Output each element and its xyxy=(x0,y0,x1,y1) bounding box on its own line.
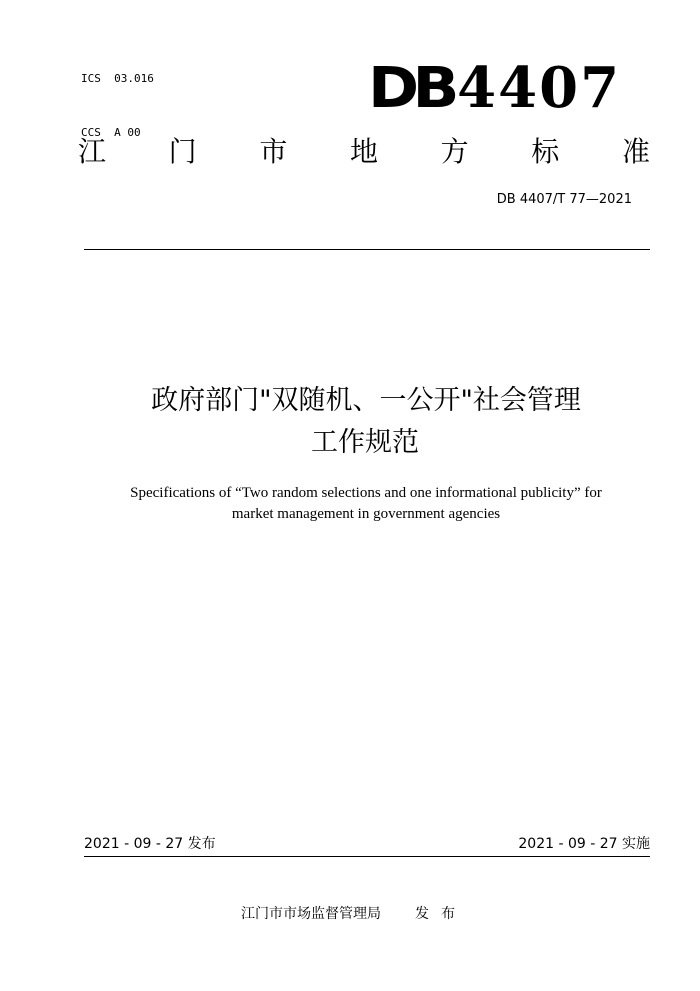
document-title-en xyxy=(0,483,700,525)
title-en-line-1: Specifications of “Two random selections and one informational publicity” for xyxy=(130,485,602,501)
standard-type-char: 方 xyxy=(440,135,469,168)
standard-type-char: 准 xyxy=(621,135,650,168)
implementation-date: 2021 - 09 - 27 实施 xyxy=(518,836,650,852)
ccs-code: CCS A 00 xyxy=(81,126,141,139)
title-en-line-2: market management in government agencies xyxy=(231,506,501,522)
standard-type-char: 门 xyxy=(168,135,197,168)
title-cn-line-1: 政府部门"双随机、一公开"社会管理 xyxy=(151,385,581,416)
db-logo-letters: DB xyxy=(368,56,453,121)
publisher-line xyxy=(0,904,700,924)
standard-type-char: 地 xyxy=(349,135,378,168)
standard-number: DB 4407/T 77—2021 xyxy=(496,192,632,207)
db-logo xyxy=(368,55,622,121)
top-divider xyxy=(84,249,650,250)
publisher-action: 发布 xyxy=(415,906,467,922)
document-title-cn xyxy=(0,380,700,464)
standard-type-char: 市 xyxy=(259,135,288,168)
standard-type-char: 标 xyxy=(531,135,560,168)
issue-date: 2021 - 09 - 27 发布 xyxy=(84,836,216,852)
standard-type-heading xyxy=(78,134,650,170)
standard-type-char: 江 xyxy=(78,135,107,168)
bottom-divider xyxy=(84,856,650,857)
publisher-organization: 江门市市场监督管理局 xyxy=(241,906,381,922)
title-cn-line-2: 工作规范 xyxy=(311,427,419,458)
db-logo-number: 4407 xyxy=(457,55,622,121)
ics-code: ICS 03.016 xyxy=(81,72,154,85)
